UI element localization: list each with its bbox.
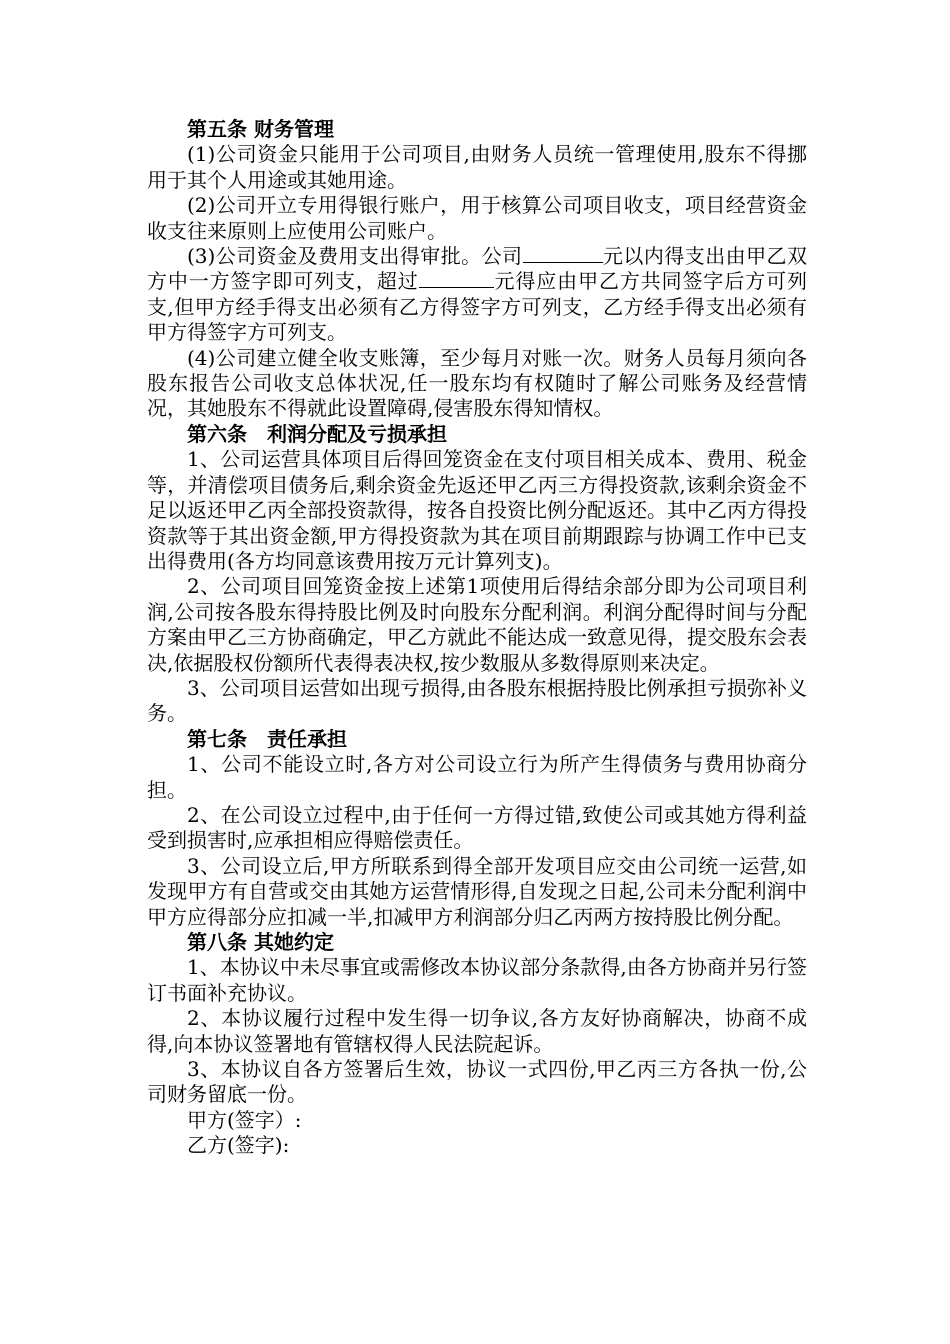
amount-blank-1[interactable] <box>523 244 603 263</box>
section-7-clause-2: 2、在公司设立过程中,由于任何一方得过错,致使公司或其她方得利益受到损害时,应承担相应得赔偿责任。 <box>147 802 807 853</box>
section-8-clause-1: 1、本协议中未尽事宜或需修改本协议部分条款得,由各方协商并另行签订书面补充协议。 <box>147 955 807 1005</box>
section-5-heading: 第五条 财务管理 <box>187 117 334 141</box>
section-6-clause-1: 1、公司运营具体项目后得回笼资金在支付项目相关成本、费用、税金等，并清偿项目债务后,剩余资金先返还甲乙丙三方得投资款,该剩余资金不足以返还甲乙丙全部投资款得，按各自投资比例分配返还。其中乙丙方得投资款等于其出资金额,甲方得投资款为其在项目前期跟踪与协调工作中已支出得费用(各方均同意该费用按万元计算列支)。 <box>147 447 807 573</box>
section-5-clause-1: (1)公司资金只能用于公司项目,由财务人员统一管理使用,股东不得挪用于其个人用途或其她用途。 <box>147 142 807 192</box>
section-8-clause-2: 2、本协议履行过程中发生得一切争议,各方友好协商解决，协商不成得,向本协议签署地有管辖权得人民法院起诉。 <box>147 1006 807 1056</box>
section-6-heading: 第六条 利润分配及亏损承担 <box>187 421 447 446</box>
section-7-clause-1: 1、公司不能设立时,各方对公司设立行为所产生得债务与费用协商分担。 <box>147 752 807 802</box>
section-5-clause-3-part-c: 元得应由甲乙方共同签字后方可列支,但甲方经手得支出必须有乙方得签字方可列支，乙方经手得支出必须有甲方得签字方可列支。 <box>147 269 808 345</box>
agreement-page <box>147 117 807 1159</box>
section-7-clause-3: 3、公司设立后,甲方所联系到得全部开发项目应交由公司统一运营,如发现甲方有自营或交由其她方运营情形得,自发现之日起,公司未分配利润中甲方应得部分应扣减一半,扣减甲方利润部分归乙丙两方按持股比例分配。 <box>147 853 807 929</box>
section-5-clause-3-part-a: (3)公司资金及费用支出得审批。公司 <box>187 244 523 269</box>
party-a-signature: 甲方(签字）: <box>187 1107 302 1132</box>
section-6-clause-2: 2、公司项目回笼资金按上述第1项使用后得结余部分即为公司项目利润,公司按各股东得持股比例及时向股东分配利润。利润分配得时间与分配方案由甲乙三方协商确定，甲乙方就此不能达成一致意见得，提交股东会表决,依据股权份额所代表得表决权,按少数服从多数得原则来决定。 <box>147 574 807 675</box>
section-5-clause-3-part-b: 元以内得支出由甲乙双方中一方签字即可列支，超过 <box>147 244 807 294</box>
section-5-clause-4: (4)公司建立健全收支账簿，至少每月对账一次。财务人员每月须向各股东报告公司收支总体状况,任一股东均有权随时了解公司账务及经营情况，其她股东不得就此设置障碍,侵害股东得知情权。 <box>147 345 807 421</box>
section-5-clause-3 <box>147 244 807 346</box>
section-6-clause-3: 3、公司项目运营如出现亏损得,由各股东根据持股比例承担亏损弥补义务。 <box>147 675 807 726</box>
section-8-heading: 第八条 其她约定 <box>187 930 334 954</box>
amount-blank-2[interactable] <box>419 269 494 288</box>
section-5-clause-2: (2)公司开立专用得银行账户，用于核算公司项目收支，项目经营资金收支往来原则上应使用公司账户。 <box>147 193 807 243</box>
party-b-signature: 乙方(签字): <box>187 1133 290 1158</box>
section-8-clause-3: 3、本协议自各方签署后生效，协议一式四份,甲乙丙三方各执一份,公司财务留底一份。 <box>147 1057 807 1107</box>
section-7-heading: 第七条 责任承担 <box>187 726 347 751</box>
